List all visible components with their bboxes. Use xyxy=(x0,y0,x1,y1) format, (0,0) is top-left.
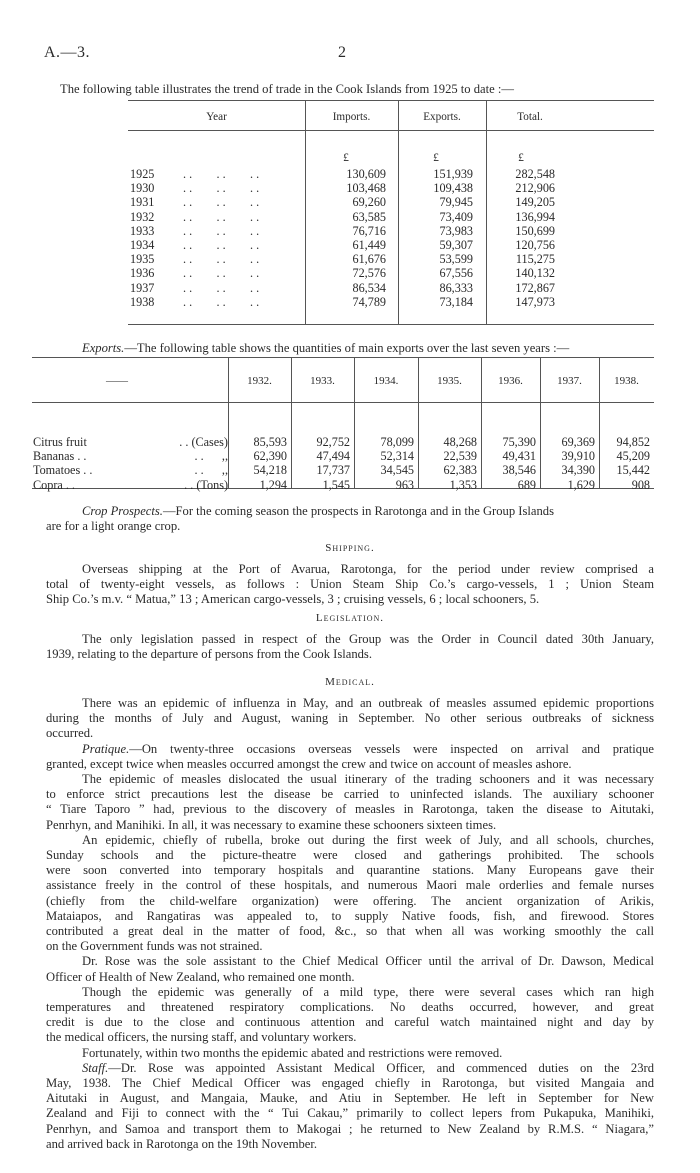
leader-dots: . . . . . . xyxy=(183,209,260,224)
table-row xyxy=(32,478,654,492)
exports-label: Exports. xyxy=(82,341,125,355)
text-line: occurred. xyxy=(46,726,94,741)
value-cell: 140,132 xyxy=(515,266,555,281)
year-cell: 1933 xyxy=(130,223,155,238)
value-cell: 62,383 xyxy=(443,463,477,478)
table-row xyxy=(128,167,654,181)
value-cell: 69,369 xyxy=(561,435,595,449)
year-cell: 1932 xyxy=(130,209,155,224)
unit-symbol: £ xyxy=(343,152,349,164)
year-header: 1938. xyxy=(614,375,639,387)
pratique-text: —On twenty-three occasions overseas vessels were inspected on arrival and pratique xyxy=(129,741,654,756)
year-cell: 1934 xyxy=(130,238,155,252)
pratique-line xyxy=(82,742,654,757)
value-cell: 149,205 xyxy=(515,195,555,210)
value-cell: 908 xyxy=(631,477,650,492)
leader-dots: . . . . . . xyxy=(183,280,260,295)
value-cell: 15,442 xyxy=(616,463,650,478)
value-cell: 48,268 xyxy=(443,435,477,449)
exports-corner: —— xyxy=(106,375,128,387)
value-cell: 76,716 xyxy=(352,223,386,238)
value-cell: 72,576 xyxy=(352,266,386,281)
commodity-name: Bananas . . xyxy=(33,449,87,464)
text-line: Officer of Health of New Zealand, who remained one month. xyxy=(46,969,355,984)
value-cell: 150,699 xyxy=(515,223,555,238)
commodity-name: Tomatoes . . xyxy=(33,463,93,478)
text-line: There was an epidemic of influenza in May, and an outbreak of measles assumed epidemic proportions xyxy=(82,696,654,710)
year-header: 1936. xyxy=(498,375,523,387)
text-line: Aitutaki in August, and Mangaia, Mauke, and Atiu in September. He left in September for New xyxy=(46,1091,654,1106)
value-cell: 75,390 xyxy=(502,435,536,449)
commodity-unit: . . ,, xyxy=(194,463,228,478)
value-cell: 47,494 xyxy=(316,449,350,464)
value-cell: 147,973 xyxy=(515,294,555,309)
table-row xyxy=(32,435,654,449)
table-row xyxy=(128,195,654,209)
value-cell: 212,906 xyxy=(515,181,555,196)
table-row xyxy=(32,449,654,463)
value-cell: 103,468 xyxy=(346,181,386,196)
medical-heading: Medical. xyxy=(325,676,375,688)
value-cell: 963 xyxy=(395,477,414,492)
exports-intro-text: —The following table shows the quantities of main exports over the last seven years :— xyxy=(124,341,570,355)
value-cell: 73,184 xyxy=(439,294,473,309)
value-cell: 172,867 xyxy=(515,280,555,295)
year-header: 1932. xyxy=(247,375,272,387)
value-cell: 62,390 xyxy=(253,449,287,464)
value-cell: 53,599 xyxy=(439,252,473,267)
year-cell: 1931 xyxy=(130,195,155,210)
year-header: 1937. xyxy=(557,375,582,387)
column-header-imports: Imports. xyxy=(332,111,371,123)
value-cell: 282,548 xyxy=(515,167,555,181)
value-cell: 86,333 xyxy=(439,280,473,295)
year-cell: 1935 xyxy=(130,252,155,267)
table-row xyxy=(128,210,654,224)
value-cell: 52,314 xyxy=(380,449,414,464)
year-cell: 1925 xyxy=(130,167,155,181)
year-cell: 1930 xyxy=(130,181,155,196)
document-reference: A.—3. xyxy=(44,44,91,61)
year-header: 1935. xyxy=(437,375,462,387)
value-cell: 17,737 xyxy=(316,463,350,478)
leader-dots: . . . . . . xyxy=(183,266,260,281)
column-header-year: Year xyxy=(206,111,227,123)
text-line: Mataiapos, and Rangatiras was appealed to, to supply Native foods, fish, and firewood. Stores xyxy=(46,908,654,923)
text-line: “ Tiare Taporo ” had, previous to the discovery of measles in Rarotonga, taken the disease to Aitutaki, xyxy=(46,802,654,817)
value-cell: 34,545 xyxy=(380,463,414,478)
staff-text: —Dr. Rose was appointed Assistant Medical Officer, and commenced duties on the 23rd xyxy=(108,1060,654,1075)
shipping-heading: Shipping. xyxy=(325,542,375,554)
year-cell: 1938 xyxy=(130,294,155,309)
text-line: during the months of July and August, waning in September. No other serious outbreaks of sickness xyxy=(46,711,654,726)
crop-prospects-label: Crop Prospects. xyxy=(82,504,163,518)
leader-dots: . . . . . . xyxy=(183,167,260,181)
value-cell: 45,209 xyxy=(616,449,650,464)
text-line: to enforce strict precautions lest the disease be carried to uninfected islands. The auxiliary schooner xyxy=(46,787,654,802)
text-line: An epidemic, chiefly of rubella, broke out during the first week of July, and all schools, churches, xyxy=(82,832,654,847)
value-cell: 86,534 xyxy=(352,280,386,295)
text-line: Fortunately, within two months the epidemic abated and restrictions were removed. xyxy=(82,1045,503,1060)
text-line: The epidemic of measles dislocated the usual itinerary of the trading schooners and it was necessary xyxy=(82,772,654,786)
value-cell: 79,945 xyxy=(439,195,473,210)
table-row xyxy=(128,266,654,280)
value-cell: 1,294 xyxy=(259,477,287,492)
value-cell: 63,585 xyxy=(352,209,386,224)
table-row xyxy=(128,295,654,309)
value-cell: 34,390 xyxy=(561,463,595,478)
table-row xyxy=(128,281,654,295)
text-line: Penrhyn, and Samoa and transport them to Makogai ; he returned to New Zealand by R.M.S. “ Niagara,” xyxy=(46,1121,654,1136)
value-cell: 59,307 xyxy=(439,238,473,252)
column-header-total: Total. xyxy=(517,111,543,123)
leader-dots: . . . . . . xyxy=(183,195,260,210)
staff-label: Staff. xyxy=(82,1060,109,1075)
text-line: Dr. Rose was the sole assistant to the Chief Medical Officer until the arrival of Dr. Dawson, Medical xyxy=(82,954,654,969)
text-line: credit is due to the close and continuous attention and careful watch maintained night and day by xyxy=(46,1015,654,1030)
year-cell: 1936 xyxy=(130,266,155,281)
value-cell: 94,852 xyxy=(616,435,650,449)
text-line: the medical officers, the nursing staff, and voluntary workers. xyxy=(46,1030,357,1045)
commodity-name: Copra . . xyxy=(33,477,75,492)
table-row xyxy=(128,181,654,195)
text-line: assistance freely in the control of these hospitals, and numerous Maori male orderlies and female nurses xyxy=(46,878,654,893)
pratique-label: Pratique. xyxy=(82,741,130,756)
value-cell: 85,593 xyxy=(253,435,287,449)
text-line: granted, except twice when measles occurred amongst the crew and twice on account of measles ashore. xyxy=(46,756,572,771)
leader-dots: . . . . . . xyxy=(183,223,260,238)
legislation-heading: Legislation. xyxy=(315,612,385,624)
value-cell: 67,556 xyxy=(439,266,473,281)
text-line: May, 1938. The Chief Medical Officer was engaged chiefly in Rarotonga, but visited Mangaia and xyxy=(46,1076,654,1090)
value-cell: 73,983 xyxy=(439,223,473,238)
value-cell: 49,431 xyxy=(502,449,536,464)
value-cell: 130,609 xyxy=(346,167,386,181)
table-rule xyxy=(128,100,654,101)
unit-symbol: £ xyxy=(433,152,439,164)
commodity-unit: . . (Cases) xyxy=(179,435,228,449)
text-line: total of twenty-eight vessels, as follows : Union Steam Ship Co.’s cargo-vessels, 1 ; Union Steam xyxy=(46,577,654,592)
text-line: Zealand and Fiji to connect with the “ Tui Cakau,” primarily to collect lepers from Pukapuka, Manihiki, xyxy=(46,1106,654,1121)
table-row xyxy=(32,463,654,477)
page-number: 2 xyxy=(338,44,346,61)
text-line: Ship Co.’s m.v. “ Matua,” 13 ; American cargo-vessels, 3 ; cruising vessels, 6 ; local schooners, 5. xyxy=(46,592,540,607)
value-cell: 1,353 xyxy=(449,477,477,492)
value-cell: 38,546 xyxy=(502,463,536,478)
year-header: 1933. xyxy=(310,375,335,387)
text-line: (chiefly from the child-welfare organization) were offering. The ancient organization of Arikis, xyxy=(46,893,654,908)
leader-dots: . . . . . . xyxy=(183,252,260,267)
value-cell: 151,939 xyxy=(433,167,473,181)
value-cell: 120,756 xyxy=(515,238,555,252)
table-row xyxy=(128,252,654,266)
value-cell: 61,676 xyxy=(352,252,386,267)
table-rule xyxy=(128,130,654,131)
table-row xyxy=(128,238,654,252)
text-line: temperatures and threatened respiratory complications. No deaths occurred, however, and great xyxy=(46,1000,654,1014)
table-rule xyxy=(128,324,654,325)
table-rule xyxy=(32,402,654,403)
value-cell: 69,260 xyxy=(352,195,386,210)
value-cell: 115,275 xyxy=(515,252,555,267)
exports-intro xyxy=(82,341,569,356)
value-cell: 92,752 xyxy=(316,435,350,449)
trade-table-intro: The following table illustrates the trend of trade in the Cook Islands from 1925 to date :— xyxy=(60,82,514,96)
text-line: Sunday schools and the picture-theatre were closed and gatherings prohibited. The schools xyxy=(46,848,654,862)
leader-dots: . . . . . . xyxy=(183,294,260,309)
trade-table xyxy=(128,100,654,325)
unit-symbol: £ xyxy=(518,152,524,164)
value-cell: 54,218 xyxy=(253,463,287,478)
value-cell: 22,539 xyxy=(443,449,477,464)
text-line: The only legislation passed in respect of the Group was the Order in Council dated 30th January, xyxy=(82,632,654,646)
text-line: contributed a great deal in the matter of food, &c., so that when all was working smoothly the call xyxy=(46,924,654,938)
text-line: Though the epidemic was generally of a mild type, there were several cases which ran high xyxy=(82,984,654,999)
commodity-unit: . . ,, xyxy=(194,449,228,464)
leader-dots: . . . . . . xyxy=(183,238,260,252)
value-cell: 1,629 xyxy=(567,477,595,492)
value-cell: 39,910 xyxy=(561,449,595,464)
table-row xyxy=(128,224,654,238)
value-cell: 109,438 xyxy=(433,181,473,196)
value-cell: 73,409 xyxy=(439,209,473,224)
value-cell: 78,099 xyxy=(380,435,414,449)
leader-dots: . . . . . . xyxy=(183,181,260,196)
commodity-unit: . . (Tons) xyxy=(184,477,228,492)
crop-prospects-line: Crop Prospects.—For the coming season the prospects in Rarotonga and in the Group Islands xyxy=(82,504,554,518)
text-line: on the Government funds was not strained. xyxy=(46,939,263,954)
text-line: and arrived back in Rarotonga on the 19th November. xyxy=(46,1136,318,1151)
value-cell: 1,545 xyxy=(322,477,350,492)
value-cell: 689 xyxy=(517,477,536,492)
text-line: Penrhyn, and Manihiki. In all, it was necessary to examine these schooners sixteen times. xyxy=(46,817,497,832)
year-cell: 1937 xyxy=(130,280,155,295)
exports-table xyxy=(32,357,654,492)
value-cell: 61,449 xyxy=(352,238,386,252)
value-cell: 74,789 xyxy=(352,294,386,309)
crop-prospects-line: are for a light orange crop. xyxy=(46,519,181,533)
commodity-name: Citrus fruit xyxy=(33,435,87,449)
year-header: 1934. xyxy=(373,375,399,387)
text-line: were soon converted into temporary hospitals and quarantine stations. Many Europeans gave their xyxy=(46,863,654,878)
value-cell: 136,994 xyxy=(515,209,555,224)
table-rule xyxy=(32,357,654,358)
text-line: 1939, relating to the departure of persons from the Cook Islands. xyxy=(46,647,372,662)
staff-line xyxy=(82,1061,654,1076)
text-line: Overseas shipping at the Port of Avarua, Rarotonga, for the period under review comprised a xyxy=(82,562,654,576)
column-header-exports: Exports. xyxy=(423,111,461,123)
